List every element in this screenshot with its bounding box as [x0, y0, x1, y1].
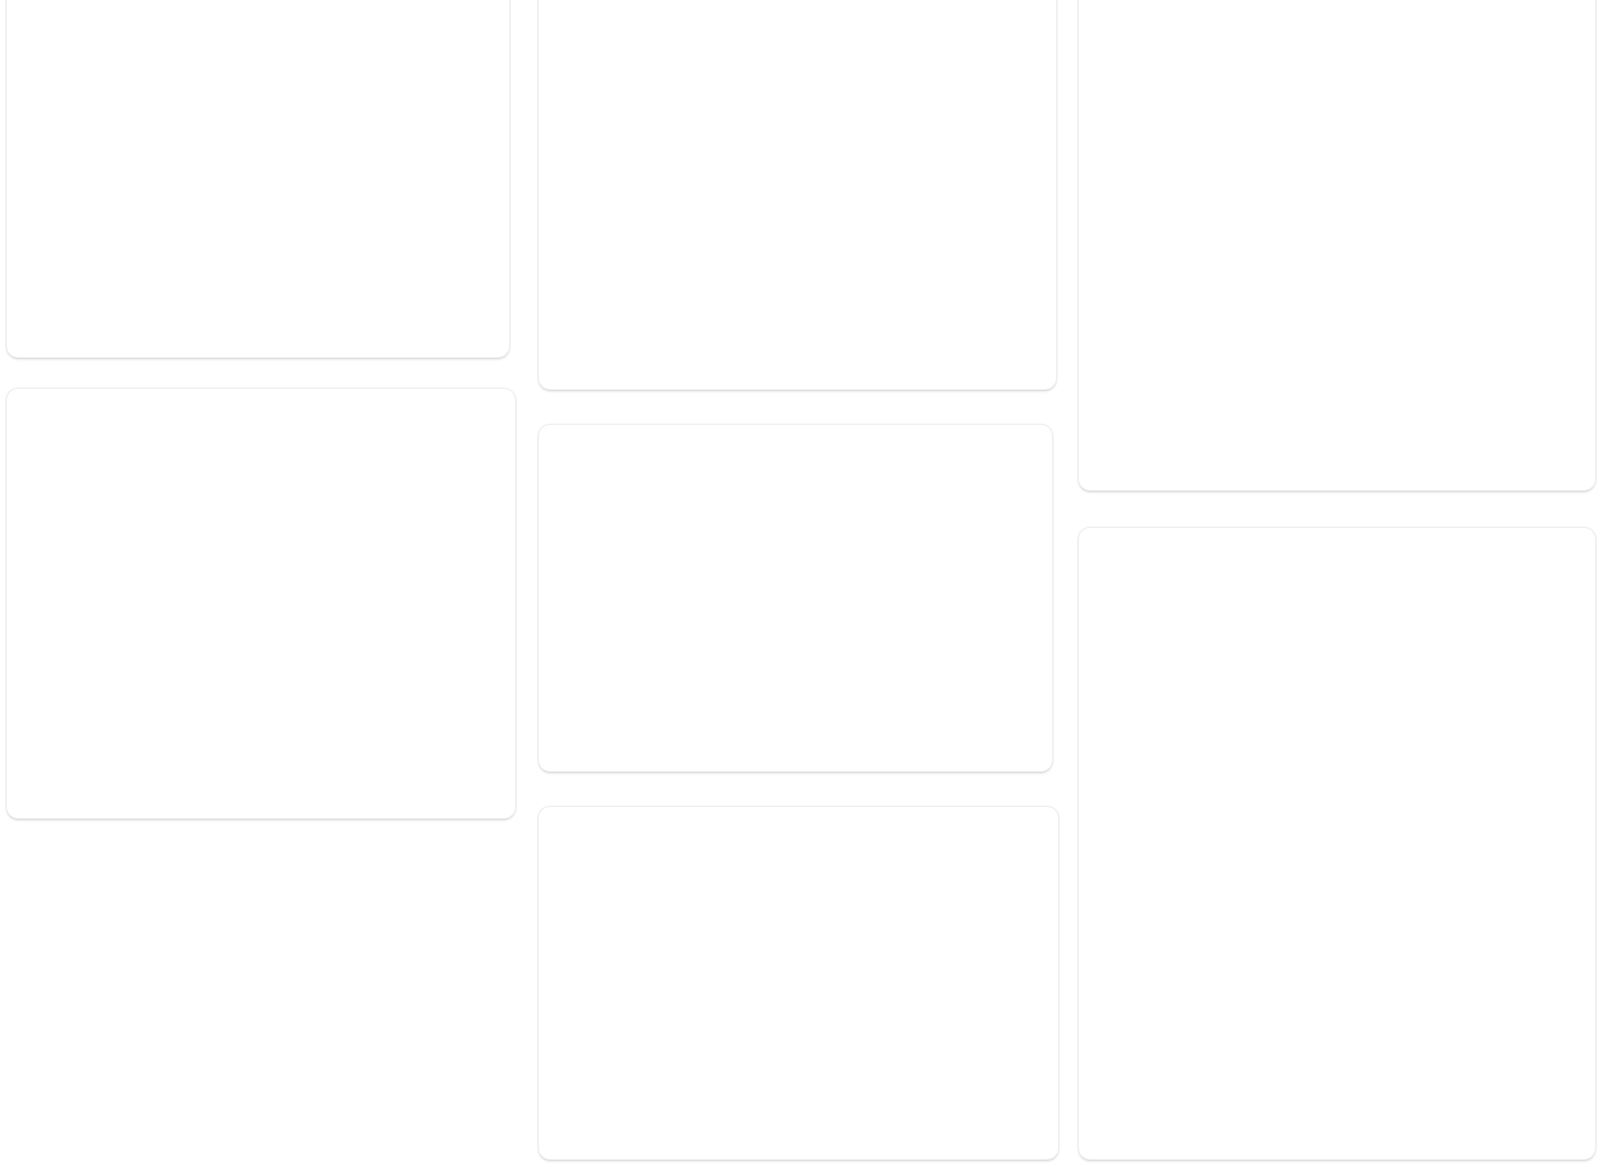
card	[538, 806, 1059, 1160]
card	[6, 388, 516, 819]
card	[538, 424, 1053, 772]
card	[1078, 0, 1596, 491]
card	[6, 0, 510, 358]
card	[538, 0, 1057, 390]
card	[1078, 527, 1596, 1160]
